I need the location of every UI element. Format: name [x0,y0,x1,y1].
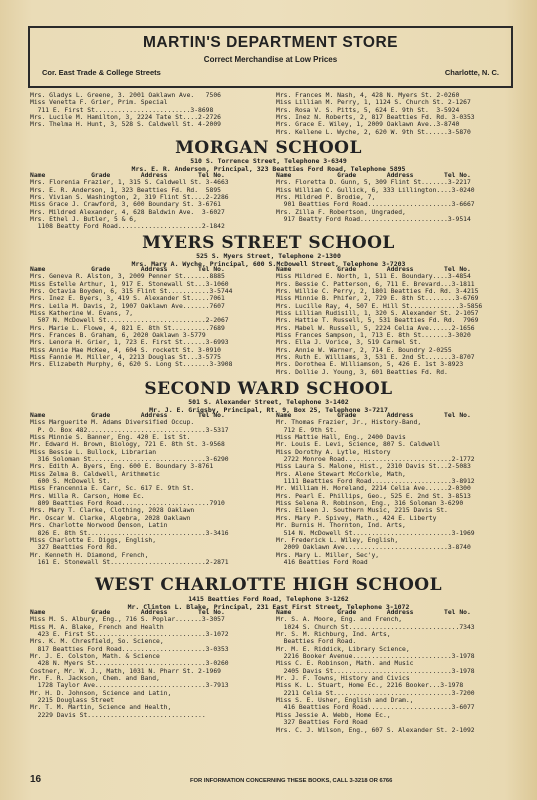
list-item: Mrs. Eileen J. Southern Music, 2215 Davis St. [276,507,448,515]
list-item: Mrs. Grace E. Wiley, 1, 2009 Oaklawn Ave..3-8740 [276,121,460,129]
list-item: 416 Beatties Ford Road......................3-6077 [276,704,475,712]
list-item: Mrs. Mabel W. Russell, 5, 2224 Celia Ave......2-1656 [276,324,475,332]
list-item: 711 E. First St.........................3-8698 [30,106,214,114]
list-item: 2405 Davis St...............................3-1978 [276,667,475,675]
footer-note: FOR INFORMATION CONCERNING THESE BOOKS, CALL 3-3218 OR 6766 [190,778,393,784]
second-ward-left-list [30,412,270,566]
column-header: Name Grade Address Tel No. [30,412,225,419]
list-item: 2211 Celia St...............................3-7200 [276,689,475,697]
west-charlotte-right-list [276,609,516,734]
list-item: Miss Mildred E. North, 1, 511 E. Boundary....3-4854 [276,273,471,281]
list-item: Miss Minnie B. Phifer, 2, 729 E. 8th St........3-6769 [276,295,479,303]
list-item: Mr. J. F. Towns, History and Civics [276,675,410,683]
ad-city: Charlotte, N. C. [444,68,499,77]
list-item: Miss Laura S. Malone, Hist., 2310 Davis St...2-5083 [276,463,471,471]
list-item: 826 E. 8th St...............................3-3416 [30,529,229,537]
list-item: Mrs. Edith A. Byers, Eng. 600 E. Boundary 3-8761 [30,463,214,471]
second-ward-school-address: 501 S. Alexander Street, Telephone 3-1402 [188,398,349,406]
list-item: Mrs. Zilla F. Robertson, Ungraded, [276,208,406,216]
list-item: Mrs. Mildred P. Brodie, 7, [276,194,376,202]
west-charlotte-school-address: 1415 Beatties Ford Road, Telephone 3-1262 [188,595,349,603]
morgan-school-address: 510 S. Torrence Street, Telephone 3-6349 [190,157,347,165]
list-item: 1024 S. Church St.............................7343 [276,623,475,631]
column-header: Name Grade Address Tel No. [30,172,225,179]
list-item: 2722 Monroe Road............................2-1772 [276,456,475,464]
list-item: 514 N. McDowell St..........................3-1969 [276,529,475,537]
list-item: Miss Jessie A. Webb, Home Ec., [276,711,391,719]
morgan-school-principal: Mrs. E. R. Anderson, Principal, 323 Beatties Ford Road, Telephone 5895 [131,164,406,173]
myers-school-address: 525 S. Myers Street, Telephone 2-1300 [196,252,341,260]
list-item: Mrs. Vivian S. Washington, 2, 319 Flint St....2-2286 [30,194,229,202]
list-item: Mr. William H. Moreland, 2214 Celia Ave......2-0300 [276,485,471,493]
list-item: Mr. H. D. Johnson, Science and Latin, [30,689,172,697]
list-item: Mr. Oscar W. Clarke, Algebra, 2028 Oaklawn [30,514,191,522]
myers-left-list [30,266,270,369]
list-item: Mrs. Bessie C. Patterson, 6, 711 E. Brevard...3-1811 [276,280,475,288]
list-item: 712 E. 9th St. [276,426,338,434]
list-item: Miss Bessie L. Bullock, Librarian [30,448,157,456]
list-item: Miss Minnie S. Banner, Eng. 420 E. 1st St. [30,434,191,442]
list-item: Miss Fannie M. Miller, 4, 2213 Douglas St...3-5775 [30,354,221,362]
list-item: Mr. T. M. Martin, Science and Health, [30,704,172,712]
morgan-school-title: MORGAN SCHOOL [175,138,362,158]
list-item: Mr. S. M. Richburg, Ind. Arts, [276,631,391,639]
list-item: Miss Selena R. Robinson, Eng., 316 Soloman 3-6290 [276,500,464,508]
second-ward-school-title: SECOND WARD SCHOOL [144,379,393,399]
list-item: Mrs. Gladys L. Greene, 3. 2001 Oaklawn Ave. 7506 [30,92,221,99]
column-header: Name Grade Address Tel No. [276,172,471,179]
list-item: Mrs. Annie W. Warner, 2, 714 E. Boundry 2-0255 [276,346,452,354]
list-item: Mrs. E. R. Anderson, 1, 323 Beatties Fd. Rd. 5895 [30,186,221,194]
list-item: Miss Katherine W. Evans, 7, [30,310,134,318]
list-item: Miss Estelle Arthur, 1, 917 E. Stonewall St...3-1060 [30,280,229,288]
myers-school-title: MYERS STREET SCHOOL [142,233,395,253]
list-item: Mrs. Ella J. Vorice, 3, 519 Carmel St. [276,339,422,347]
list-item: Mrs. Frances M. Nash, 4, 428 N. Myers St. 2-0260 [276,92,460,99]
list-item: 2009 Oaklawn Ave...........................3-8740 [276,544,471,552]
list-item: Mr. Frederick L. Wiley, English, [276,536,399,544]
advertisement-box [28,26,513,88]
list-item: Miss S. E. Usher, English and Dram., [276,697,414,705]
list-item: Miss Annie Mae McKee, 4, 604 S. rockett St. 3-0910 [30,346,221,354]
list-item: Mrs. Alene Stewart McCorkle, Math, [276,470,406,478]
list-item: Mrs. Willie C. Perry, 2, 1801 Beatties Fd. Rd. 3-4215 [276,288,479,296]
second-ward-school-principal: Mr. J. E. Grigsby, Principal, Rt. 9, Box 25, Telephone 3-7217 [149,405,388,414]
list-item: Mrs. Ethel J. Butler, 5 & 6, [30,216,137,224]
list-item: Mrs. Floretta D. Gunn, 5, 309 Flint St.......3-2217 [276,179,471,187]
list-item: Mrs. Willa R. Carson, Home Ec. [30,492,145,500]
myers-school-principal: Mrs. Mary A. Wyche, Principal, 600 S.McDowell Street, Telephone 3-7203 [131,259,406,268]
list-item: Miss Grace J. Crawford, 3, 600 Boundary St. 3-6761 [30,201,221,209]
list-item: Mrs. Marie L. Flowe, 4, 821 E. 8th St..........7689 [30,324,225,332]
list-item: Miss M. A. Blake, French and Health [30,623,164,631]
list-item: 327 Beatties Ford Road [276,719,368,727]
list-item: 423 E. First St.............................3-1072 [30,631,229,639]
list-item: Mrs. Octavia Boyden, 6, 315 Flint St...........3-5744 [30,288,233,296]
list-item: Mr. M. E. Riddick, Library Science, [276,645,410,653]
list-item: Miss Dorothy A. Lytle, History [276,448,391,456]
list-item: P. O. Box 482...............................3-5317 [30,426,229,434]
column-header: Name Grade Address Tel No. [276,609,471,616]
list-item: Mrs. Mildred Alexander, 4, 628 Baldwin Ave. 3-6027 [30,208,225,216]
list-item: Miss Lillian Rudisill, 1, 320 S. Alexander St. 2-1057 [276,310,479,318]
column-header: Name Grade Address Tel No. [30,266,225,273]
list-item: Mrs. Frances B. Graham, 6, 2020 Oaklawn 3-5779 [30,332,206,340]
west-charlotte-left-list [30,609,270,719]
list-item: Mrs. Inez N. Roberts, 2, 817 Beatties Fd. Rd. 3-0353 [276,114,475,122]
list-item: Mrs. Charlotte Norwood Denson, Latin [30,522,168,530]
list-item: Mr. Thomas Frazier, Jr., History-Band, [276,419,422,427]
list-item: Mr. Louis E. Levi, Science, 807 S. Caldwell [276,441,441,449]
list-item: Mrs. Pearl E. Phillips, Geo., 525 E. 2nd St. 3-8513 [276,492,471,500]
page-number: 16 [30,774,42,785]
list-item: Miss Marguerite M. Adams Diversified Occup. [30,419,195,427]
list-item: Mrs. K. M. Chresfield, So. Science, [30,638,164,646]
list-item: 2216 Booker Avenue..........................3-1978 [276,653,475,661]
list-item: Mr. Kenneth H. Diamond, French, [30,551,149,559]
list-item: Mr. J. E. Colston, Math. & Science [30,653,160,661]
list-item: Beatties Ford Road. [276,638,357,646]
list-item: Mr. Burnis H. Thornton, Ind. Arts, [276,522,406,530]
list-item: Mrs. Lenora H. Grier, 1, 723 E. First St......3-6993 [30,339,229,347]
west-charlotte-school-principal: Mr. Clinton L. Blake, Principal, 231 East First Street, Telephone 3-1072 [127,602,410,611]
list-item: Miss Francennia E. Carr, Sc. 617 E. 9th St. [30,485,195,493]
list-item: 809 Beatties Ford Road.......................7910 [30,500,225,508]
list-item: 416 Beatties Ford Road [276,558,368,566]
list-item: 316 Soloman St..............................3-6290 [30,456,229,464]
list-item: Mrs. Hattie T. Russell, 5, 531 Beatties Fd. Rd. 7969 [276,317,479,325]
list-item: Mrs. Dollie J. Young, 3, 601 Beatties Fd. Rd. [276,368,448,376]
list-item: Miss K. L. Stuart, Home Ec., 2216 Booker...3-1978 [276,682,464,690]
list-item: 161 E. Stonewall St.........................2-2871 [30,558,229,566]
second-ward-right-list [276,412,516,566]
list-item: Mrs. Mary T. Clarke, Clothing, 2028 Oaklawn [30,507,195,515]
list-item: Mrs. Florenia Frazier, 1, 315 S. Caldwell St. 3-4663 [30,179,229,187]
list-item: Mrs. Mary P. Spivey, Math., 424 E. Liberty [276,514,437,522]
list-item: 327 Beatties Ford Rd. [30,544,118,552]
list-item: Mrs. C. J. Wilson, Eng., 607 S. Alexander St. 2-1092 [276,726,475,734]
list-item: 2229 Davis St............................... [30,711,206,719]
list-item: Miss Charlotte E. Diggs, English, [30,536,157,544]
list-item: Mrs. Lucille Ray, 4, 507 E. Hill St.............3-5856 [276,302,483,310]
list-item: Miss Zelma B. Caldwell, Arithmetic [30,470,160,478]
list-item: Mrs. Rosa V. S. Pitts, 5, 624 E. 9th St. 3-5924 [276,106,460,114]
list-item: 1111 Beatties Ford Road.....................3-8912 [276,478,475,486]
ad-title: MARTIN'S DEPARTMENT STORE [142,34,398,51]
top-right-list [276,92,516,136]
top-left-list [30,92,270,129]
list-item: Mrs. Geneva R. Alston, 3, 2009 Penner St.......8885 [30,273,225,281]
list-item: Mrs. Mary L. Miller, Sec'y, [276,551,380,559]
list-item: Mrs. Lucile M. Hamilton, 3, 2224 Tate St....2-2726 [30,114,221,122]
column-header: Name Grade Address Tel No. [30,609,225,616]
list-item: 1108 Beatty Ford Road......................2-1842 [30,223,225,231]
list-item: 917 Beatty Ford Road.......................3-9514 [276,216,471,224]
list-item: 428 N. Myers St.............................3-0260 [30,660,229,668]
list-item: 507 N. McDowell St..........................2-2067 [30,317,229,325]
list-item: Mrs. Elizabeth Murphy, 6, 620 S. Long St.......3-3908 [30,361,233,369]
list-item: Miss Mattie Hall, Eng., 2400 Davis [276,434,406,442]
list-item: Miss William C. Gullick, 6, 333 Lillington....3-0240 [276,186,475,194]
list-item: Mrs. Kellene L. Wyche, 2, 620 W. 9th St......3-5870 [276,128,471,136]
list-item: Costner, Mr. W. J., Math, 1031 N. Pharr St. 2-1969 [30,667,221,675]
column-header: Name Grade Address Tel No. [276,412,471,419]
list-item: 817 Beatties Ford Road......................3-0353 [30,645,229,653]
list-item: Mrs. Leila M. Davis, 2, 1907 Oaklawn Ave.......7607 [30,302,225,310]
list-item: 1728 Taylor Ave.............................3-7913 [30,682,229,690]
list-item: Miss M. S. Albury, Eng., 716 S. Poplar.......3-3057 [30,616,225,624]
west-charlotte-school-title: WEST CHARLOTTE HIGH SCHOOL [94,575,443,595]
morgan-right-list [276,172,516,223]
list-item: Mr. Edward H. Brown, Biology, 721 E. 8th St. 3-9568 [30,441,225,449]
list-item: Mr. F. R. Jackson, Chem. and Band, [30,675,160,683]
ad-tagline: Correct Merchandise at Low Prices [203,55,338,64]
list-item: Mrs. Dorothea E. Williamson, 5, 426 E. 1st 3-8923 [276,361,464,369]
list-item: Mrs. Thelma H. Hunt, 3, 528 S. Caldwell St. 4-2009 [30,121,221,129]
column-header: Name Grade Address Tel No. [276,266,471,273]
list-item: Miss Lillian M. Perry, 1, 1124 S. Church St. 2-1267 [276,99,471,107]
list-item: Miss Venetta F. Grier, Prim. Special [30,99,168,107]
list-item: 2215 Douglass Street [30,697,115,705]
list-item: 600 S. McDowell St. [30,478,111,486]
list-item: Mrs. Inez E. Byers, 3, 419 S. Alexander St.....7061 [30,295,225,303]
ad-address: Cor. East Trade & College Streets [42,68,161,77]
list-item: Miss C. E. Robinson, Math. and Music [276,660,414,668]
list-item: Mr. S. A. Moore, Eng. and French, [276,616,403,624]
list-item: 901 Beatties Ford Road......................3-6667 [276,201,475,209]
list-item: Miss Frances Sampson, 1, 713 E. 8th St.......3-3020 [276,332,471,340]
myers-right-list [276,266,516,376]
morgan-left-list [30,172,270,231]
list-item: Mrs. Ruth E. Williams, 3, 531 E. 2nd St.......3-8707 [276,354,475,362]
